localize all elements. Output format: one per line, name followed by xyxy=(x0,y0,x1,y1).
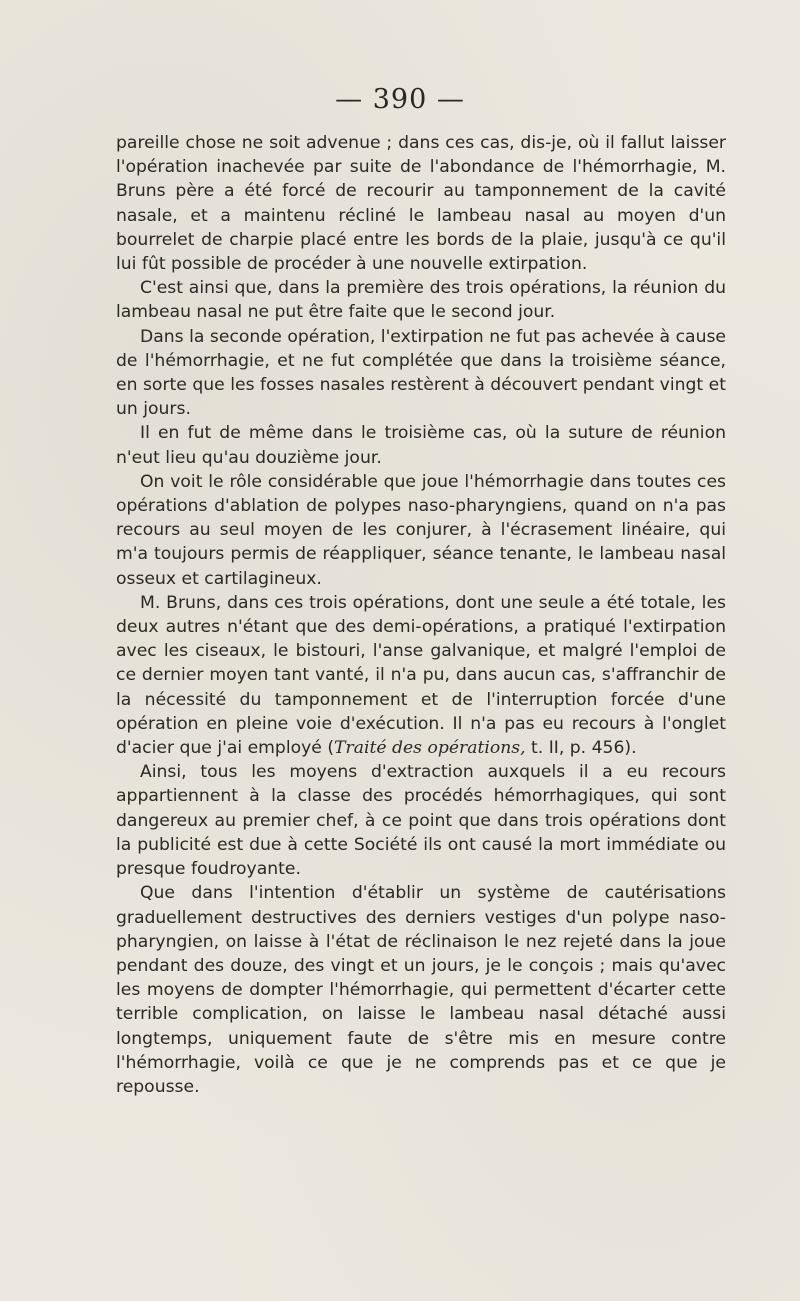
paragraph: Dans la seconde opération, l'extirpation ne fut pas achevée à cause de l'hémorrhagie, et ne fut complétée que dans la troisième séance, en sorte que les fosses nasales restèrent à découvert pendant vingt et un jours. xyxy=(116,326,726,420)
paragraph: On voit le rôle considérable que joue l'hémorrhagie dans toutes ces opérations d'ablation de polypes naso-pharyngiens, quand on n'a pas recours au seul moyen de les conjurer, à l'écrasement linéaire, qui m'a toujours permis de réappliquer, séance tenante, le lambeau nasal osseux et cartilagineux. xyxy=(116,471,726,589)
body-text xyxy=(116,131,726,1099)
paragraph: Il en fut de même dans le troisième cas, où la suture de réunion n'eut lieu qu'au douzième jour. xyxy=(116,423,726,468)
paragraph xyxy=(116,591,726,760)
paragraph: Ainsi, tous les moyens d'extraction auxquels il a eu recours appartiennent à la classe des procédés hémorrhagiques, qui sont dangereux au premier chef, à ce point que dans trois opérations dont la publicité est due à cette Société ils ont causé la mort immédiate ou presque foudroyante. xyxy=(116,762,726,880)
paragraph-text: t. II, p. 456). xyxy=(525,738,637,759)
paragraph: Que dans l'intention d'établir un système de cautérisations graduellement destructives des derniers vestiges d'un polype naso-pharyngien, on laisse à l'état de réclinaison le nez rejeté dans la joue pendant des douze, des vingt et un jours, je le conçois ; mais qu'avec les moyens de dompter l'hémorrhagie, qui permettent d'écarter cette terrible complication, on laisse le lambeau nasal détaché aussi longtemps, uniquement faute de s'être mis en mesure contre l'hémorrhagie, voilà ce que je ne comprends pas et ce que je repousse. xyxy=(116,883,726,1097)
paragraph-text: M. Bruns, dans ces trois opérations, dont une seule a été totale, les deux autres n'étant que des demi-opérations, a pratiqué l'extirpation avec les ciseaux, le bistouri, l'anse galvanique, et malgré l'emploi de ce dernier moyen tant vanté, il n'a pu, dans aucun cas, s'affranchir de la nécessité du tamponnement et de l'interruption forcée d'une opération en pleine voie d'exécution. Il n'a pas eu recours à l'onglet d'acier que j'ai employé ( xyxy=(116,592,726,759)
paragraph: pareille chose ne soit advenue ; dans ces cas, dis-je, où il fallut laisser l'opération inachevée par suite de l'abondance de l'hémorrhagie, M. Bruns père a été forcé de recourir au tamponnement de la cavité nasale, et a maintenu récliné le lambeau nasal au moyen d'un bourrelet de charpie placé entre les bords de la plaie, jusqu'à ce qu'il lui fût possible de procéder à une nouvelle extirpation. xyxy=(116,133,726,275)
book-title-citation: Traité des opérations, xyxy=(334,738,526,759)
paragraph: C'est ainsi que, dans la première des trois opérations, la réunion du lambeau nasal ne put être faite que le second jour. xyxy=(116,278,726,323)
page-number: — 390 — xyxy=(335,84,465,115)
